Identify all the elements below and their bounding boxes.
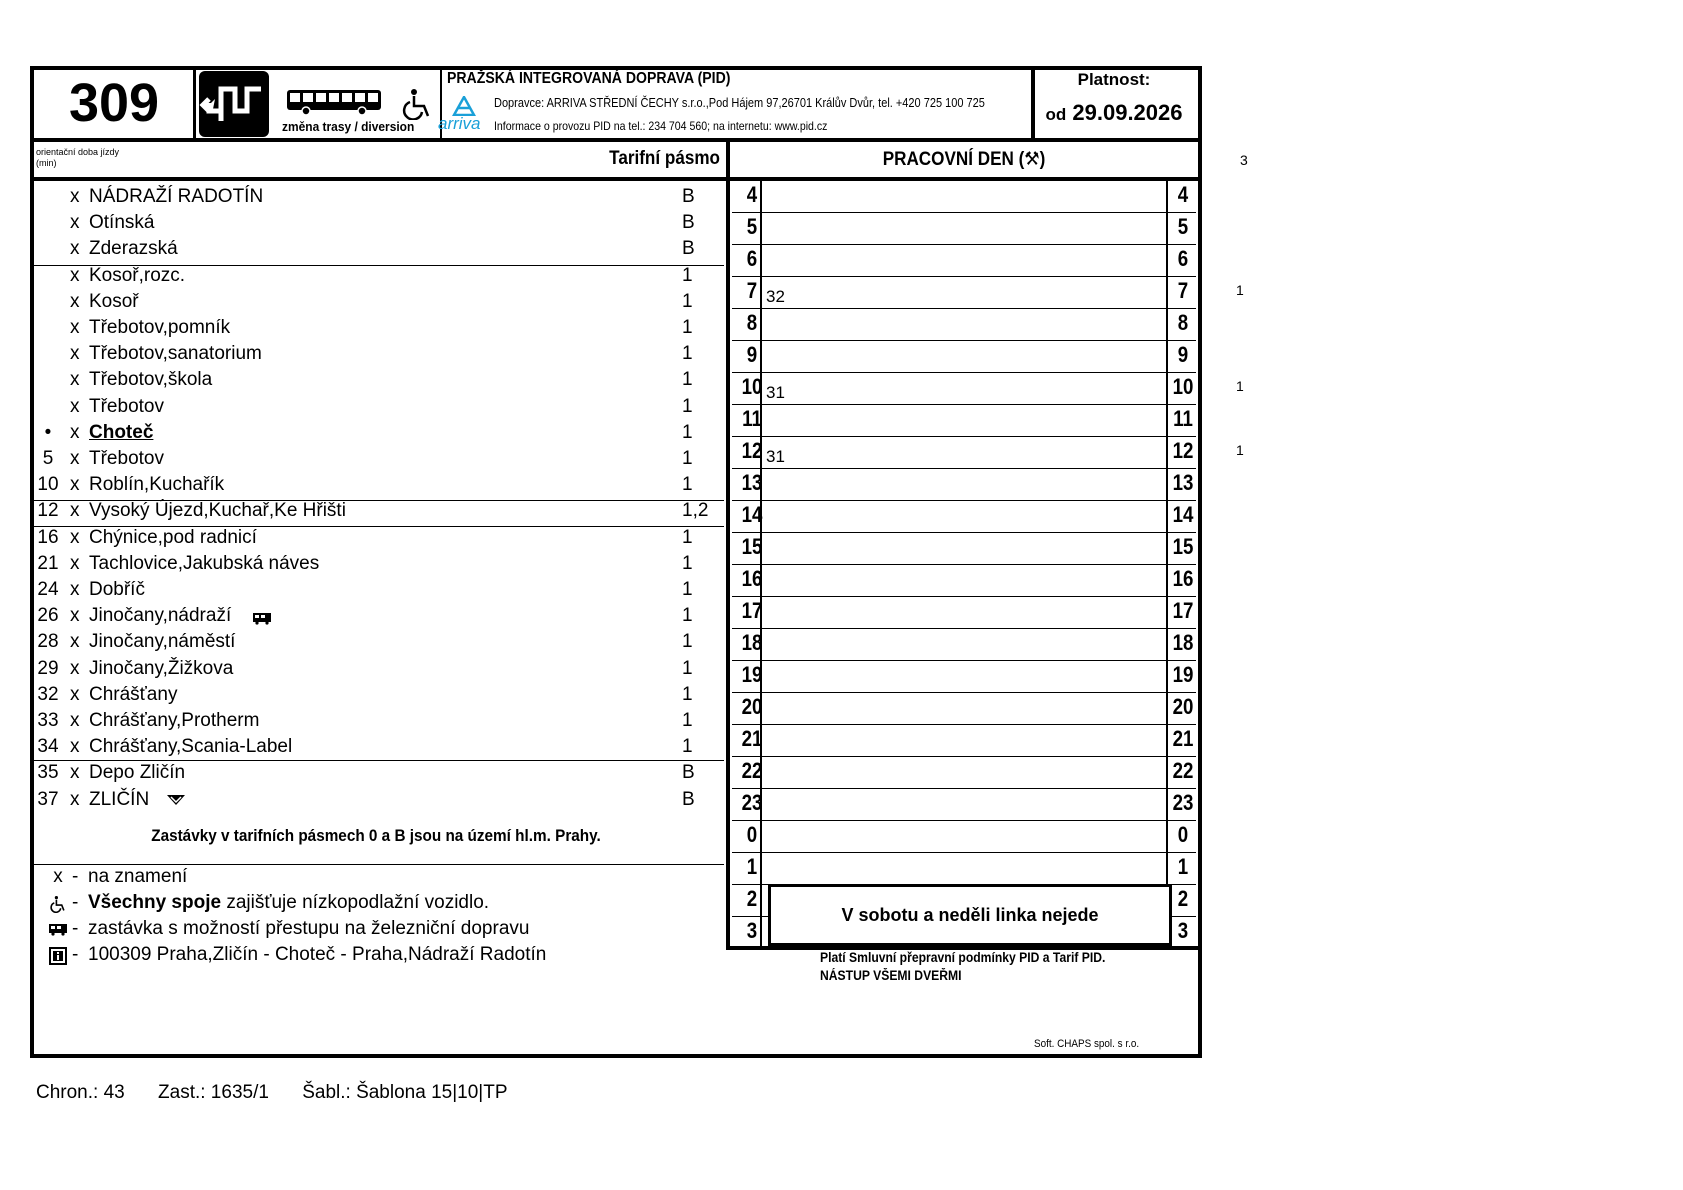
stop-on-request-mark: x [70,212,80,234]
hour-row [732,309,1196,341]
stop-name: Depo Zličín [89,762,186,784]
hour-label-right: 11 [1173,406,1193,431]
hour-label-left: 21 [741,726,763,751]
stop-on-request-mark: x [70,290,80,312]
stop-row [36,734,716,760]
hour-row [732,469,1196,501]
hour-label-right: 15 [1172,534,1194,559]
stop-tariff-zone: B [682,186,695,207]
departure-minutes: 31 [766,447,785,466]
stop-name: Dobříč [89,579,145,600]
stop-name: Chrášťany [89,683,178,705]
hour-row [732,565,1196,597]
hour-row [732,277,1196,309]
hour-row [732,693,1196,725]
hour-row [732,853,1196,885]
stop-tariff-zone: 1 [682,710,693,731]
stop-travel-time: 24 [37,579,59,600]
hour-label-left: 8 [746,310,758,335]
stop-on-request-mark: x [70,317,80,338]
hour-label-right: 3 [1177,918,1189,943]
hour-label-left: 22 [741,758,763,783]
hour-row [732,661,1196,693]
legend-dash: - [72,892,79,913]
hour-label-right: 9 [1177,342,1189,367]
stop-name: Chrášťany,Protherm [89,710,260,731]
stop-name: Otínská [89,212,155,234]
side-count: 1 [1236,442,1244,458]
hour-label-left: 15 [741,534,763,559]
bus-icon [286,88,382,121]
hour-label-right: 21 [1172,726,1194,751]
stop-row [36,420,716,446]
stop-row [36,629,716,655]
stop-travel-time: 28 [37,631,59,653]
stop-travel-time: 35 [37,762,59,784]
stop-on-request-mark: x [70,500,80,522]
software-credit: Soft. CHAPS spol. s r.o. [1034,1038,1140,1050]
diversion-icon [199,71,269,137]
stop-travel-time: • [44,421,52,443]
hour-label-right: 17 [1172,598,1194,623]
hour-label-right: 4 [1177,182,1189,207]
hour-row [732,789,1196,821]
hour-label-right: 16 [1172,566,1194,591]
line-number: 309 [68,73,160,133]
stop-name: Třebotov,pomník [89,317,231,338]
stop-travel-time: 21 [37,552,59,574]
hour-label-right: 7 [1177,278,1189,303]
stop-name: ZLIČÍN [89,788,150,810]
info-icon [44,942,72,973]
stop-on-request-mark: x [70,762,80,784]
stop-on-request-mark: x [70,369,80,391]
hour-label-right: 10 [1172,374,1194,399]
stop-row [36,236,716,262]
stop-name: Třebotov [89,395,164,417]
stop-tariff-zone: B [682,238,695,260]
conditions-note: Platí Smluvní přepravní podmínky PID a Tarif PID. [820,950,1106,965]
arriva-logo: arriva [438,114,481,133]
validity-date [1034,100,1194,126]
stop-row [36,210,716,236]
stop-tariff-zone: 1 [682,290,693,312]
stop-on-request-mark: x [70,264,80,286]
legend-text-rest: zajišťuje nízkopodlažní vozidlo. [226,892,490,913]
legend-bold: Všechny spoje [88,892,222,913]
header-separator [30,177,730,181]
hour-label-right: 19 [1172,662,1194,687]
hour-row [732,341,1196,373]
duration-label: orientační doba jízdy (min) [36,147,120,168]
stop-name: Třebotov,škola [89,369,213,391]
hour-label-right: 6 [1177,246,1189,271]
stop-tariff-zone: 1 [682,552,693,574]
hour-label-left: 13 [741,470,763,495]
hour-row [732,725,1196,757]
hour-label-left: 4 [746,182,758,207]
hour-row [732,821,1196,853]
stop-travel-time: 33 [37,710,59,731]
stop-travel-time: 32 [37,683,59,705]
stop-name: Třebotov,sanatorium [89,343,262,365]
stop-tariff-zone: 1 [682,526,693,548]
stop-on-request-mark: x [70,448,80,469]
stop-name: Tachlovice,Jakubská náves [89,552,320,574]
side-count: 1 [1236,378,1244,394]
hour-label-left: 3 [746,918,758,943]
on-request-symbol: x [53,866,63,887]
legend-dash: - [72,944,79,965]
legend-text [88,890,489,916]
hour-label-left: 0 [746,822,758,847]
hour-label-right: 8 [1177,310,1189,335]
stop-row [36,341,716,367]
stop-on-request-mark: x [70,552,80,574]
stop-name: Třebotov [89,448,164,469]
hour-label-left: 2 [746,886,758,911]
stop-travel-time: 37 [37,788,59,810]
stop-tariff-zone: 1 [682,317,693,338]
hour-row [732,501,1196,533]
hour-row [732,629,1196,661]
hour-label-right: 0 [1177,822,1189,847]
stop-name: Jinočany,Žižkova [89,657,234,679]
stop-tariff-zone: B [682,212,695,234]
stop-on-request-mark: x [70,579,80,600]
stop-on-request-mark: x [70,657,80,679]
hour-label-left: 17 [741,598,763,623]
prague-zone-note: Zastávky v tarifních pásmech 0 a B jsou na území hl.m. Prahy. [151,826,601,845]
hour-label-left: 1 [746,854,758,879]
stop-travel-time: 29 [37,657,59,679]
stop-on-request-mark: x [70,631,80,653]
operator-title: PRAŽSKÁ INTEGROVANÁ DOPRAVA (PID) [447,70,731,87]
carrier-info: Dopravce: ARRIVA STŘEDNÍ ČECHY s.r.o.,Pod Hájem 97,26701 Králův Dvůr, tel. +420 725 100 725 [494,96,985,110]
stop-on-request-mark: x [70,474,80,496]
stop-name: Chýnice,pod radnicí [89,526,257,548]
stop-tariff-zone: 1 [682,369,693,391]
hour-label-left: 5 [746,214,758,239]
stop-tariff-zone: 1 [682,683,693,705]
hour-row [732,373,1196,405]
contact-info: Informace o provozu PID na tel.: 234 704 560; na internetu: www.pid.cz [494,119,828,133]
hour-row [732,597,1196,629]
validity-prefix: od [1045,105,1067,124]
departure-minutes: 31 [766,383,785,402]
validity-date-value: 29.09.2026 [1072,100,1183,125]
side-count-total: 3 [1240,152,1248,168]
legend-text: na znamení [88,866,188,887]
legend-text: zastávka s možností přestupu na železniční dopravu [88,918,530,939]
hour-row [732,757,1196,789]
stop-on-request-mark: x [70,788,80,810]
hour-label-right: 20 [1172,694,1194,719]
hour-label-right: 14 [1172,502,1194,527]
hour-label-right: 18 [1172,630,1194,655]
stop-tariff-zone: B [682,762,695,784]
stop-name: NÁDRAŽÍ RADOTÍN [89,186,264,207]
stop-row [36,656,716,682]
hour-label-right: 2 [1177,886,1189,911]
hour-label-left: 12 [741,438,763,463]
stop-on-request-mark: x [70,186,80,207]
departure-minutes: 32 [766,287,785,306]
legend-text: 100309 Praha,Zličín - Choteč - Praha,Nádraží Radotín [88,944,547,965]
hour-label-left: 7 [746,278,758,303]
boarding-note: NÁSTUP VŠEMI DVEŘMI [820,968,962,983]
stop-travel-time: 12 [37,500,59,522]
stop-row [36,577,716,603]
stop-row [36,498,716,524]
tariff-zone-header: Tarifní pásmo [609,148,720,169]
stop-travel-time: 26 [37,605,59,627]
hour-label-right: 23 [1172,790,1194,815]
hour-label-left: 19 [741,662,763,687]
hour-row [732,437,1196,469]
stop-tariff-zone: 1 [682,343,693,365]
hour-label-left: 9 [746,342,758,367]
stop-row [36,525,716,551]
train-icon [44,916,72,944]
stop-on-request-mark: x [70,710,80,731]
hour-label-left: 23 [741,790,763,815]
side-count: 1 [1236,282,1244,298]
stop-row [36,367,716,393]
stop-code-label: Zast.: 1635/1 [158,1082,269,1103]
stop-travel-time: 34 [37,736,59,758]
stop-on-request-mark: x [70,526,80,548]
stop-on-request-mark: x [70,683,80,705]
hour-label-right: 12 [1172,438,1194,463]
stop-row [36,603,716,629]
stop-tariff-zone: 1 [682,474,693,496]
hour-row [732,181,1196,213]
validity-label: Platnost: [1077,70,1151,89]
hour-row [732,245,1196,277]
stop-tariff-zone: B [682,788,695,810]
stop-tariff-zone: 1 [682,421,693,443]
stop-on-request-mark: x [70,343,80,365]
stop-name: Jinočany,náměstí [89,631,236,653]
hour-label-left: 20 [741,694,763,719]
stop-row [36,472,716,498]
stop-name: Zderazská [89,238,178,260]
train-icon [252,611,272,630]
stop-name: Kosoř,rozc. [89,264,186,286]
stop-row [36,682,716,708]
stop-row [36,787,716,813]
hour-label-left: 18 [741,630,763,655]
stop-name: Jinočany,nádraží [89,605,232,627]
stop-name: Choteč [89,421,154,443]
template-label: Šabl.: Šablona 15|10|TP [302,1082,508,1103]
stop-travel-time: 5 [42,448,54,469]
hour-label-right: 13 [1172,470,1194,495]
stop-tariff-zone: 1 [682,736,693,758]
stop-row [36,708,716,734]
stop-row [36,551,716,577]
stop-tariff-zone: 1 [682,264,693,286]
hour-row [732,213,1196,245]
stop-on-request-mark: x [70,238,80,260]
hour-label-left: 14 [741,502,763,527]
stop-name: Roblín,Kuchařík [89,474,225,496]
stop-row [36,315,716,341]
stop-tariff-zone: 1 [682,579,693,600]
stop-tariff-zone: 1 [682,657,693,679]
stop-name: Chrášťany,Scania-Label [89,736,293,758]
no-service-note: V sobotu a neděli linka nejede [768,884,1172,946]
hour-label-right: 22 [1172,758,1194,783]
stop-row [36,263,716,289]
hour-row [732,405,1196,437]
stop-travel-time: 10 [37,474,59,496]
hour-label-left: 6 [746,246,758,271]
stop-name: Vysoký Újezd,Kuchař,Ke Hřišti [89,500,346,522]
stop-row [36,760,716,786]
stop-tariff-zone: 1 [682,631,693,653]
hour-label-left: 16 [741,566,763,591]
stop-row [36,289,716,315]
stop-row [36,184,716,210]
stop-tariff-zone: 1 [682,395,693,417]
legend-dash: - [72,918,79,939]
hour-label-left: 10 [741,374,763,399]
metro-icon [166,793,186,812]
stop-row [36,446,716,472]
stop-row [36,394,716,420]
stop-on-request-mark: x [70,605,80,627]
stop-name: Kosoř [89,290,139,312]
stop-on-request-mark: x [70,736,80,758]
stop-tariff-zone: 1 [682,605,693,627]
stop-tariff-zone: 1,2 [682,500,709,522]
day-header: PRACOVNÍ DEN (⚒) [882,149,1046,170]
bottom-meta [36,1082,536,1104]
hour-label-right: 5 [1177,214,1189,239]
stop-on-request-mark: x [70,395,80,417]
hour-label-left: 11 [742,406,762,431]
legend-dash: - [72,866,79,887]
diversion-label: změna trasy / diversion [282,119,415,134]
stop-travel-time: 16 [37,526,59,548]
hour-row [732,533,1196,565]
stop-tariff-zone: 1 [682,448,693,469]
hour-label-right: 1 [1177,854,1189,879]
stop-on-request-mark: x [70,421,80,443]
chron-label: Chron.: 43 [36,1082,125,1103]
